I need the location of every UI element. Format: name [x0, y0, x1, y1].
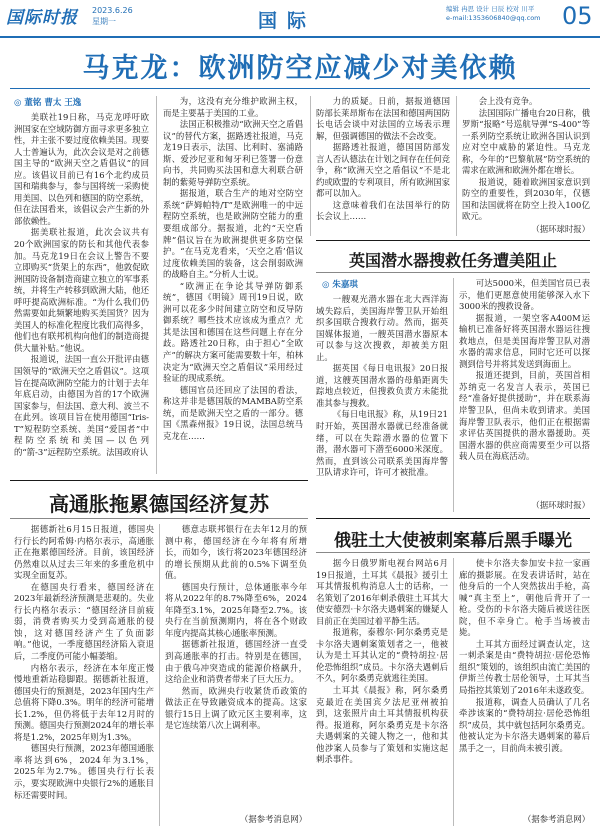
russian-ambassador-col-1	[316, 558, 448, 826]
german-economy-col-1	[14, 524, 154, 826]
paragraph: 据英国《每日电讯报》20日报道，这艘英国潜水器的母船距离失踪地点较近，但搜救负责方未能批准其参与搜救。	[316, 363, 448, 408]
story-divider	[316, 272, 590, 273]
main-story-col-3	[316, 96, 450, 236]
uk-submersible-col-1	[316, 294, 448, 500]
headline-rule	[10, 88, 590, 89]
paragraph: 为，这没有充分维护欧洲主权，而是主要基于美国的工业。	[163, 96, 303, 118]
german-economy-headline: 高通胀拖累德国经济复苏	[49, 492, 269, 516]
section-title: 国际	[258, 10, 317, 32]
page-header	[0, 0, 600, 38]
story-divider	[316, 240, 590, 241]
uk-submersible-byline: ◎ 朱嘉琪	[322, 280, 358, 290]
paragraph: 据德新社6月15日报道，德国央行行长约阿希姆·内格尔表示，高通胀正在拖累德国经济。目前，该国经济仍然难以从过去三年来的多重危机中实现全面复苏。	[14, 524, 154, 581]
paragraph: 然而，欧洲央行收紧货币政策的做法正在导致融资成本的提高。这家银行15日上调了欧元区主要利率，这是它连续第八次上调利率。	[165, 685, 307, 731]
main-story-col-4	[462, 96, 590, 228]
paragraph: 一艘观光潜水器在北大西洋海域失踪后，美国海岸警卫队开始组织多国联合搜救行动。然而，据英国媒体报道，一艘英国潜水器原本可以参与这次搜救，却被美方阻止。	[316, 294, 448, 362]
uk-submersible-credit: （据环球时报）	[531, 500, 590, 510]
paragraph: 报道说，法国一直公开批评由德国领导的“欧洲天空之盾倡议”。这项旨在提高欧洲防空能力的计划于去年年底启动，由德国为首的17个欧洲国家参与，但法国、意大利、波兰不在此列。该项目旨在使用德国“Iris-T”短程防空系统、美国“爱国者”中程防空系统和美国—以色列的“箭-3”远程防空系统。法国政府认	[14, 354, 149, 457]
paragraph: 在德国央行看来，德国经济在2023年最新经济预测是悲观的。失业行长内格尔表示：“德国经济目前疲弱，消费者购买力受到高通胀的侵蚀，这对德国经济产生了负面影响。”他说，一季度德国经济陷入衰退后，二季度仍可能小幅萎缩。	[14, 581, 154, 662]
paragraph: 德国官员还回应了法国的看法，称这并非是德国版的MAMBA防空系统，而是欧洲天空之盾的一部分。德国《黑森州报》19日说，法国总统马克龙在……	[163, 384, 303, 441]
paragraph: 报道说，随着欧洲国家意识到防空的重要性，到2030年，仅德国和法国就将在防空上投入100亿欧元。	[462, 176, 590, 222]
paragraph: 据德新社报道，德国经济一直受到高通胀率的打击。特别是在德国，由于俄乌冲突造成的能源价格飙升，这给企业和消费者带来了巨大压力。	[165, 639, 307, 685]
russian-ambassador-headline: 俄驻土大使被刺案幕后黑手曝光	[334, 531, 572, 551]
paragraph: 美联社19日称，马克龙呼吁欧洲国家在空域防御方面寻求更多独立性，并主张不要过度依赖美国。现要人士普遍认为，此次会议是对之前德国主导的“欧洲天空之盾倡议”的回应。该倡议目前已有16个北约成员国和瑞典参与，参与国将统一采购使用美国、以色列和德国的防空系统，但在法国看来，该倡议会产生新的外部依赖性。	[14, 112, 149, 226]
paragraph: 这意味着我们在法国举行的防长会议上……	[316, 199, 450, 222]
contact-email: e-mail:1353606840@qq.com	[446, 14, 541, 22]
story-divider	[10, 518, 308, 519]
paragraph: 法国正积极推动“欧洲天空之盾倡议”的替代方案，据路透社报道，马克龙19日表示，法国、比利时、塞浦路斯、爱沙尼亚和匈牙利已签署一份意向书，共同购买法国和意大利联合研制的紫菀导弹防空系统。	[163, 119, 303, 187]
paragraph: 内格尔表示，经济在本年度正慢慢地重新站稳脚跟。据德新社报道，德国央行的预测是，2023年国内生产总值将下降0.3%。明年的经济可能增长1.2%，但仍将低于去年12月时的预测。德国央行预测2024年的增长率将是1.2%，2025年则为1.3%。	[14, 662, 154, 742]
paragraph: 法国国际广播电台20日称，俄罗斯“报略”号巡航导弹“S-400”等一系列防空系统让欧洲各国认识到应对空中威胁的紧迫性。马克龙称，今年的“巴黎航展”防空系统的需求在欧洲和欧洲外都在增长。	[462, 107, 590, 176]
main-story-col-2	[163, 96, 303, 474]
story-divider	[316, 552, 590, 553]
paragraph: 土耳其《晨报》称，阿尔桑勇克最近在美国宾夕法尼亚州被拍到，这张照片由土耳其情报机构获得。报道称，阿尔桑勇克是卡尔洛夫遇刺案的关键人物之一，他和其他涉案人员参与了策划和实施这起刺杀事件。	[316, 685, 448, 765]
column-divider	[159, 524, 160, 826]
newspaper-logo: 国际时报	[6, 8, 78, 28]
paragraph: 德国央行预测，2023年德国通胀率将达到6%，2024年为3.1%，2025年为2.7%。德国央行行长表示，要实现欧洲中央银行2%的通胀目标还需要时间。	[14, 743, 154, 800]
paragraph: 据路透社报道，德国国防部发言人否认德法在计划之间存在任何竞争，称“欧洲天空之盾倡议”不是北约或欧盟的专利项目，所有欧洲国家都可以加入。	[316, 142, 450, 199]
paragraph: 据报道，联合生产的地对空防空系统“萨姆帕特/T”是欧洲唯一的中远程防空系统，也是欧洲防空能力的重要组成部分。据报道，北约“天空盾牌”倡议旨在为欧洲提供更多防空保护。“在马克龙看来，‘天空之盾’倡议过度依赖美国的装备，这会削弱欧洲的战略自主。”分析人士说。	[163, 188, 303, 280]
paragraph: 土耳其方面经过调查认定，这一刺杀案是由“费特胡拉·居伦恐怖组织”策划的，该组织由流亡美国的伊斯兰传教士居伦领导，土耳其当局指控其策划了2016年未遂政变。	[459, 638, 590, 696]
story-divider	[10, 480, 308, 481]
column-divider	[453, 278, 454, 512]
russian-ambassador-col-2	[459, 558, 590, 814]
main-story-credit: （据环球时报）	[531, 224, 590, 234]
column-divider	[156, 96, 157, 474]
german-economy-col-2	[165, 524, 307, 814]
page-number: 05	[562, 2, 593, 30]
paragraph: 《每日电讯报》称，从19日21时开始，英国潜水器就已经准备就绪，可以在失踪潜水器的位置下潜，潜水器可下潜至6000米深度。然而，直到该公司联系美国海岸警卫队请求许可，许可才被批准。	[316, 409, 448, 478]
paragraph: 报道称，泰穆尔·阿尔桑勇克是卡尔洛夫遇刺案策划者之一，他被认为是土耳其认定的“费特胡拉·居伦恐怖组织”成员。卡尔洛夫遇刺后不久，阿尔桑勇克就逃往美国。	[316, 627, 448, 684]
editor-names: 编辑 冉思 设计 日辰 校对 川平	[446, 5, 535, 13]
paragraph: 报道称，调查人员确认了几名牵涉该案的“费特胡拉·居伦恐怖组织”成员，其中就包括阿尔桑勇克。他被认定为卡尔洛夫遇刺案的幕后黑手之一，目前尚未被引渡。	[459, 696, 590, 753]
uk-submersible-headline: 英国潜水器搜救任务遭美阻止	[348, 251, 557, 270]
main-byline: ◎ 董铭 曹太 王逸	[14, 98, 82, 108]
issue-date-block	[92, 5, 133, 27]
german-economy-credit: （据参考消息网）	[240, 814, 307, 824]
column-divider	[453, 558, 454, 826]
paragraph: 力的质疑。日前，据报道德国防部长莱昂斯布在法国和德国两国防长电话会谈中对法国的立场表示理解，但强调德国的做法不会改变。	[316, 96, 450, 141]
editor-credits	[446, 5, 556, 23]
paragraph: 会上没有竞争。	[478, 96, 538, 106]
issue-weekday: 星期一	[92, 17, 116, 26]
uk-submersible-col-2	[459, 278, 590, 500]
column-divider	[456, 96, 457, 236]
column-divider	[310, 96, 311, 236]
russian-ambassador-credit: （据参考消息网）	[523, 814, 590, 824]
paragraph: 据美联社报道，此次会议共有20个欧洲国家的防长和其他代表参加。马克龙19日在会议上警告不要立即购买“货架上的东西”，他敦促欧洲国防设备制造商建立独立的军事系统，并将生产转移到欧洲大陆，他还呼吁提高欧洲标准。“为什么我们仍然需要如此频繁地购买美国货？因为美国人的标准化程度比我们高得多，他们也有联邦机构向他们的制造商提供大量补贴。”他说。	[14, 227, 149, 353]
main-story-col-1	[14, 112, 149, 474]
paragraph: 据今日俄罗斯电视台网站6月19日报道，土耳其《晨报》援引土耳其情报机构消息人士的话称，一名策划了2016年刺杀俄驻土耳其大使安德烈·卡尔洛夫遇刺案的嫌疑人目前正在美国过着平静生活。	[316, 558, 448, 626]
main-headline: 马克龙：欧洲防空应减少对美依赖	[82, 53, 518, 84]
story-divider	[316, 518, 590, 519]
paragraph: 使卡尔洛夫参加安卡拉一家画廊的摄影展。在发表讲话时，站在他身后的一个人突然拔出手枪，高喊“真主至上”，朝他后背开了一枪。受伤的卡尔洛夫随后被送往医院，但不幸身亡。枪手当场被击毙。	[459, 558, 590, 638]
paragraph: 德意志联邦银行在去年12月的预测中称，德国经济在今年将有所增长，而如今，该行将2023年德国经济的增长预期从此前的0.5%下调至负值。	[165, 524, 307, 581]
issue-date: 2023.6.26	[92, 6, 133, 15]
paragraph: 德国央行预计，总体通胀率今年将从2022年的8.7%降至6%，2024年降至3.1%，2025年降至2.7%。该央行在当前预测期内，将在各个财政年度内提高其核心通胀率预测。	[165, 581, 307, 638]
paragraph: “欧洲正在争论其导弹防御系统”，德国《明镜》周刊19日说，欧洲可以花多少时间建立防空和反导防御系统？哪些技术应该成为重点？尤其是法国和德国在这些问题上存在分歧。路透社20日称，由于担心“全欧产”的解决方案可能需要数十年，柏林决定为“欧洲天空之盾倡议”采用经过验证的现成系统。	[163, 280, 303, 384]
paragraph: 报道还提到，目前，英国首相苏纳克一名发言人表示，英国已经“准备好提供援助”，并在联系海岸警卫队，但尚未收到请求。美国海岸警卫队表示，他们正在根据需求评估英国提供的潜水器援助。英国潜水器的供应商需要至少可以搭载人员在海底活动。	[459, 370, 590, 462]
paragraph: 据报道，一架空客A400M运输机已准备好将英国潜水器运往搜救地点，但是美国海岸警卫队对潜水器的需求信息，同时它还可以探测到信号并将其发送到海面上。	[459, 312, 590, 369]
paragraph: 可达5000米，但美国官员已表示，他们更愿意使用能够深入水下3000米的搜救设备。	[459, 278, 590, 312]
